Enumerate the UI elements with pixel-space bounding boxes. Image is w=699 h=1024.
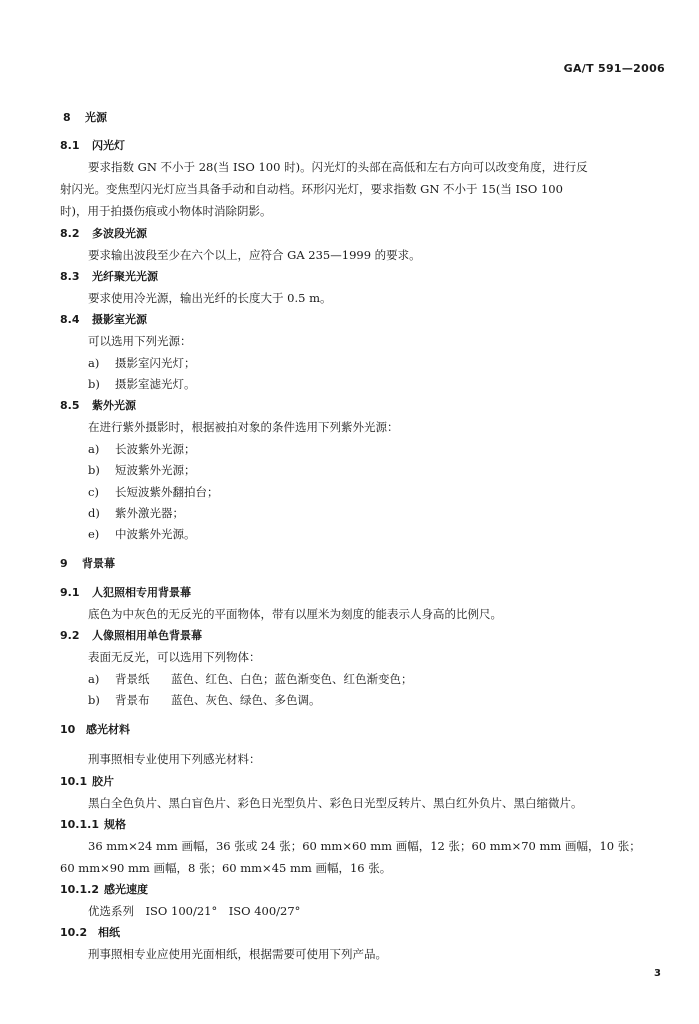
list-item bbox=[88, 356, 196, 370]
paragraph-line: 60 mm×90 mm 画幅，8 张；60 mm×45 mm 画幅，16 张。 bbox=[60, 861, 392, 875]
section-title: 相纸 bbox=[98, 926, 120, 939]
list-item-name: 背景纸 bbox=[115, 672, 150, 686]
paragraph-line: 射闪光。变焦型闪光灯应当具备手动和自动档。环形闪光灯，要求指数 GN 不小于 15(当 ISO 100 bbox=[60, 182, 563, 196]
chapter-8-heading bbox=[63, 111, 107, 125]
list-item bbox=[88, 693, 321, 707]
paragraph-line: 36 mm×24 mm 画幅，36 张或 24 张；60 mm×60 mm 画幅，12 张；60 mm×70 mm 画幅，10 张； bbox=[88, 839, 641, 853]
paragraph-line: 刑事照相专业应使用光面相纸，根据需要可使用下列产品。 bbox=[88, 947, 387, 961]
section-title: 摄影室光源 bbox=[92, 313, 147, 326]
list-item-text: 摄影室滤光灯。 bbox=[115, 377, 196, 391]
list-item-text: 短波紫外光源； bbox=[115, 463, 196, 477]
chapter-title: 背景幕 bbox=[82, 557, 115, 570]
paragraph-line: 时)，用于拍摄伤痕或小物体时消除阴影。 bbox=[60, 204, 272, 218]
section-title: 多波段光源 bbox=[92, 227, 147, 240]
paragraph-line: 要求指数 GN 不小于 28(当 ISO 100 时)。闪光灯的头部在高低和左右方向可以改变角度，进行反 bbox=[88, 160, 588, 174]
section-title: 光纤聚光光源 bbox=[92, 270, 158, 283]
section-number: 9.1 bbox=[60, 586, 80, 599]
section-9-2-heading bbox=[60, 629, 202, 643]
chapter-title: 感光材料 bbox=[86, 723, 130, 736]
list-item bbox=[88, 442, 196, 456]
section-title: 人像照相用单色背景幕 bbox=[92, 629, 202, 642]
section-number: 10.1.1 bbox=[60, 818, 99, 831]
standard-code: GA/T 591—2006 bbox=[563, 62, 665, 75]
section-title: 紫外光源 bbox=[92, 399, 136, 412]
section-10-2-heading bbox=[60, 926, 120, 940]
list-item bbox=[88, 506, 184, 520]
list-item bbox=[88, 485, 219, 499]
section-8-5-heading bbox=[60, 399, 136, 413]
list-item-text: 长波紫外光源； bbox=[115, 442, 196, 456]
list-item-label: e) bbox=[88, 527, 100, 541]
list-item-text: 紫外激光器； bbox=[115, 506, 184, 520]
list-item-label: b) bbox=[88, 463, 100, 477]
chapter-number: 9 bbox=[60, 557, 68, 570]
list-item-text: 长短波紫外翻拍台； bbox=[115, 485, 219, 499]
chapter-number: 8 bbox=[63, 111, 71, 124]
paragraph-line: 底色为中灰色的无反光的平面物体，带有以厘米为刻度的能表示人身高的比例尺。 bbox=[88, 607, 502, 621]
section-title: 感光速度 bbox=[104, 883, 148, 896]
section-number: 8.4 bbox=[60, 313, 80, 326]
chapter-title: 光源 bbox=[85, 111, 107, 124]
list-item bbox=[88, 527, 196, 541]
page-number: 3 bbox=[654, 968, 661, 979]
list-item-label: a) bbox=[88, 442, 100, 456]
list-item-label: d) bbox=[88, 506, 100, 520]
section-10-1-heading bbox=[60, 775, 114, 789]
chapter-number: 10 bbox=[60, 723, 76, 736]
list-item-text: 中波紫外光源。 bbox=[115, 527, 196, 541]
chapter-10-heading bbox=[60, 723, 130, 737]
list-item-name: 背景布 bbox=[115, 693, 150, 707]
paragraph-line: 黑白全色负片、黑白盲色片、彩色日光型负片、彩色日光型反转片、黑白红外负片、黑白缩微片。 bbox=[88, 796, 583, 810]
section-number: 9.2 bbox=[60, 629, 80, 642]
list-item-label: a) bbox=[88, 672, 100, 686]
section-number: 8.1 bbox=[60, 139, 80, 152]
section-title: 闪光灯 bbox=[92, 139, 125, 152]
paragraph-line: 优选系列 ISO 100/21° ISO 400/27° bbox=[88, 904, 301, 918]
list-item-text: 摄影室闪光灯； bbox=[115, 356, 196, 370]
list-item-text: 蓝色、灰色、绿色、多色调。 bbox=[171, 693, 321, 707]
section-number: 10.1 bbox=[60, 775, 88, 788]
list-item-label: c) bbox=[88, 485, 99, 499]
list-item-label: b) bbox=[88, 693, 100, 707]
paragraph-line: 在进行紫外摄影时，根据被拍对象的条件选用下列紫外光源： bbox=[88, 420, 399, 434]
section-title: 人犯照相专用背景幕 bbox=[92, 586, 191, 599]
section-9-1-heading bbox=[60, 586, 191, 600]
paragraph-line: 要求使用冷光源，输出光纤的长度大于 0.5 m。 bbox=[88, 291, 332, 305]
section-8-2-heading bbox=[60, 227, 147, 241]
list-item-text: 蓝色、红色、白色；蓝色渐变色、红色渐变色； bbox=[171, 672, 413, 686]
section-8-4-heading bbox=[60, 313, 147, 327]
section-title: 胶片 bbox=[92, 775, 114, 788]
section-title: 规格 bbox=[104, 818, 126, 831]
paragraph-line: 刑事照相专业使用下列感光材料： bbox=[88, 752, 261, 766]
paragraph-line: 要求输出波段至少在六个以上，应符合 GA 235—1999 的要求。 bbox=[88, 248, 421, 262]
section-10-1-1-heading bbox=[60, 818, 126, 832]
section-8-1-heading bbox=[60, 139, 125, 153]
section-number: 8.2 bbox=[60, 227, 80, 240]
section-number: 8.5 bbox=[60, 399, 80, 412]
section-10-1-2-heading bbox=[60, 883, 148, 897]
chapter-9-heading bbox=[60, 557, 115, 571]
list-item bbox=[88, 672, 413, 686]
section-number: 10.2 bbox=[60, 926, 88, 939]
list-item bbox=[88, 463, 196, 477]
section-8-3-heading bbox=[60, 270, 158, 284]
section-number: 8.3 bbox=[60, 270, 80, 283]
list-item-label: b) bbox=[88, 377, 100, 391]
paragraph-line: 表面无反光，可以选用下列物体： bbox=[88, 650, 261, 664]
section-number: 10.1.2 bbox=[60, 883, 99, 896]
paragraph-line: 可以选用下列光源： bbox=[88, 334, 192, 348]
list-item-label: a) bbox=[88, 356, 100, 370]
list-item bbox=[88, 377, 196, 391]
